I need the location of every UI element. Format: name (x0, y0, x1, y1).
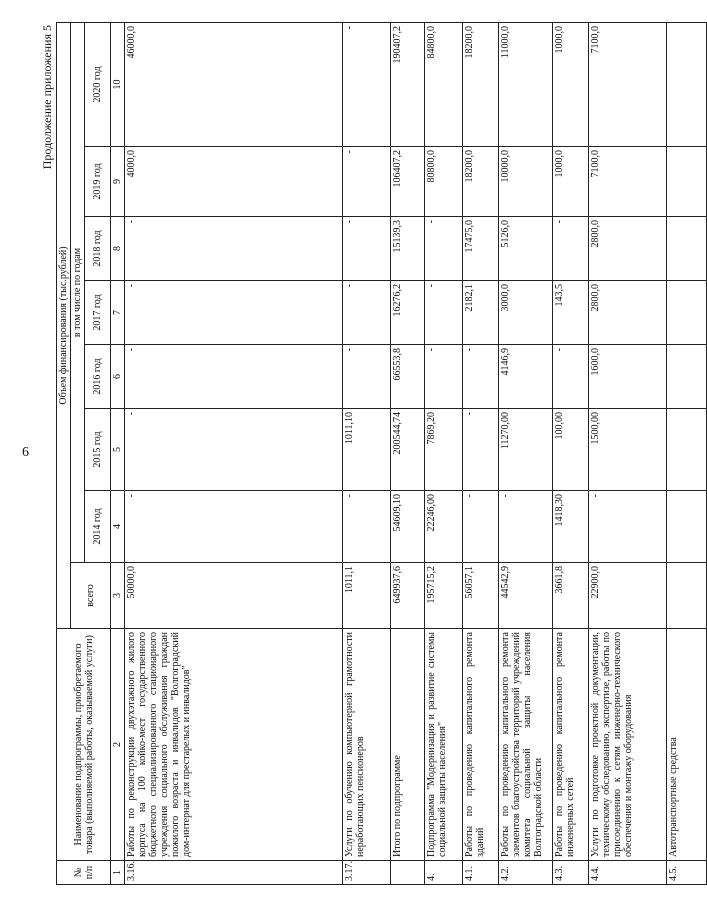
table-row (667, 22, 707, 884)
cell-value: - (343, 147, 391, 217)
cell-value: - (463, 345, 499, 409)
rotated-content (40, 25, 679, 885)
table-row (125, 22, 343, 884)
cell-value: - (425, 281, 463, 345)
cell-name: Услуги по подготовке проектной документации, техническому обследованию, экспертизе, работы по присоединению к сетям инженерно-технического обеспечения и монтажу оборудования (589, 629, 667, 861)
cell-value: - (425, 345, 463, 409)
cell-value: - (499, 491, 553, 563)
cell-value: - (343, 22, 391, 146)
cell-value: 143,5 (553, 281, 589, 345)
cell-name: Работы по реконструкции двухэтажного жилого корпуса на 100 койко-мест государственного бюджетного специализированного стационарного учреждения социального обслуживания граждан пожилого возраста и инвалидов "Волгоградский дом-интернат для престарелых и инвалидов" (125, 629, 343, 861)
cell-value: - (463, 409, 499, 491)
continuation-note: Продолжение приложения 5 (40, 25, 54, 170)
cell-value: 46000,0 (125, 22, 343, 146)
cell-value (667, 22, 707, 146)
cell-number: 4.1. (463, 861, 499, 885)
cell-value: 1600,0 (589, 345, 667, 409)
cell-value: 22900,0 (589, 563, 667, 629)
cell-value (667, 563, 707, 629)
cell-value: - (425, 217, 463, 281)
cell-value: 106407,2 (391, 147, 425, 217)
table-row (463, 22, 499, 884)
header-name: Наименование подпрограммы, приобретаемого товара (выполняемой работы, оказываемой услуги) (57, 629, 111, 861)
cell-number: 4.3. (553, 861, 589, 885)
cell-number: 4.2. (499, 861, 553, 885)
cell-number: 3.17. (343, 861, 391, 885)
table-row (553, 22, 589, 884)
cell-value: 4146,9 (499, 345, 553, 409)
page-number: 6 (22, 445, 29, 460)
cell-value (667, 345, 707, 409)
cell-number: 3.16. (125, 861, 343, 885)
cell-value: - (343, 491, 391, 563)
header-finance: Объем финансирования (тыс.рублей) (57, 22, 71, 628)
cell-name: Работы по проведению капитального ремонта элементов благоустройства территорий учреждений комитета социальной защиты населения Волгоградской области (499, 629, 553, 861)
cell-value: 11000,0 (499, 22, 553, 146)
header-year: 2014 год (85, 491, 111, 563)
column-number: 4 (111, 491, 125, 563)
header-by-year: в том числе по годам (71, 22, 85, 562)
cell-name: Автотранспортные средства (667, 629, 707, 861)
header-year: 2015 год (85, 409, 111, 491)
cell-value: 10000,0 (499, 147, 553, 217)
cell-value: 16276,2 (391, 281, 425, 345)
header-year: 2020 год (85, 22, 111, 146)
cell-value: 2800,0 (589, 281, 667, 345)
cell-value: 1418,30 (553, 491, 589, 563)
column-number: 3 (111, 563, 125, 629)
cell-number: 4. (425, 861, 463, 885)
cell-value: 1000,0 (553, 22, 589, 146)
header-year: 2018 год (85, 217, 111, 281)
header-total: всего (71, 563, 111, 629)
cell-value: 3661,8 (553, 563, 589, 629)
cell-name: Работы по проведению капитального ремонта инженерных сетей (553, 629, 589, 861)
cell-name: Подпрограмма "Модернизация и развитие системы социальной защиты населения" (425, 629, 463, 861)
header-year: 2019 год (85, 147, 111, 217)
cell-value: 44542,9 (499, 563, 553, 629)
cell-value (667, 491, 707, 563)
header-num: № п/п (57, 861, 111, 885)
cell-value: 190407,2 (391, 22, 425, 146)
table-row (499, 22, 553, 884)
cell-value: - (463, 491, 499, 563)
cell-value: - (125, 217, 343, 281)
cell-value: 200544,74 (391, 409, 425, 491)
cell-value: 15139,3 (391, 217, 425, 281)
cell-value: 1500,00 (589, 409, 667, 491)
cell-number: 4.4. (589, 861, 667, 885)
column-number: 8 (111, 217, 125, 281)
cell-value: 50000,0 (125, 563, 343, 629)
cell-value: 22246,00 (425, 491, 463, 563)
header-year: 2016 год (85, 345, 111, 409)
cell-value: 66553,8 (391, 345, 425, 409)
cell-value: 18200,0 (463, 22, 499, 146)
column-number: 7 (111, 281, 125, 345)
cell-value (667, 281, 707, 345)
cell-value: - (343, 345, 391, 409)
cell-value: 80800,0 (425, 147, 463, 217)
cell-value: - (553, 345, 589, 409)
column-number: 6 (111, 345, 125, 409)
cell-value: 7100,0 (589, 22, 667, 146)
header-year: 2017 год (85, 281, 111, 345)
column-number: 5 (111, 409, 125, 491)
table-row (425, 22, 463, 884)
cell-value: 11270,00 (499, 409, 553, 491)
cell-value: - (553, 217, 589, 281)
cell-value (667, 409, 707, 491)
cell-value: 195715,2 (425, 563, 463, 629)
cell-value: 3000,0 (499, 281, 553, 345)
cell-value: - (589, 491, 667, 563)
cell-value: 17475,0 (463, 217, 499, 281)
cell-value: 1000,0 (553, 147, 589, 217)
cell-value: 2182,1 (463, 281, 499, 345)
cell-value: - (125, 281, 343, 345)
table-row (343, 22, 391, 884)
cell-number: 4.5. (667, 861, 707, 885)
cell-name: Итого по подпрограмме (391, 629, 425, 861)
cell-value: 2800,0 (589, 217, 667, 281)
cell-value: 1011,1 (343, 563, 391, 629)
financing-table (56, 22, 707, 885)
column-number: 9 (111, 147, 125, 217)
cell-value: 649937,6 (391, 563, 425, 629)
cell-value: - (125, 491, 343, 563)
cell-value: - (343, 281, 391, 345)
cell-name: Услуги по обучению компьютерной грамотности неработающих пенсионеров (343, 629, 391, 861)
table-row (391, 22, 425, 884)
cell-value: 18200,0 (463, 147, 499, 217)
cell-name: Работы по проведению капитального ремонта зданий (463, 629, 499, 861)
cell-value: 100,00 (553, 409, 589, 491)
cell-value: - (125, 409, 343, 491)
cell-value: 7869,20 (425, 409, 463, 491)
cell-value (667, 217, 707, 281)
cell-value: 7100,0 (589, 147, 667, 217)
cell-value: - (343, 217, 391, 281)
cell-value: 54609,10 (391, 491, 425, 563)
cell-value: - (125, 345, 343, 409)
cell-value: 4000,0 (125, 147, 343, 217)
cell-value: 5126,0 (499, 217, 553, 281)
cell-value: 1011,10 (343, 409, 391, 491)
cell-number (391, 861, 425, 885)
cell-value: 84800,0 (425, 22, 463, 146)
column-number: 10 (111, 22, 125, 146)
table-row (589, 22, 667, 884)
cell-value (667, 147, 707, 217)
cell-value: 56057,1 (463, 563, 499, 629)
column-number: 2 (111, 629, 125, 861)
column-number: 1 (111, 861, 125, 885)
